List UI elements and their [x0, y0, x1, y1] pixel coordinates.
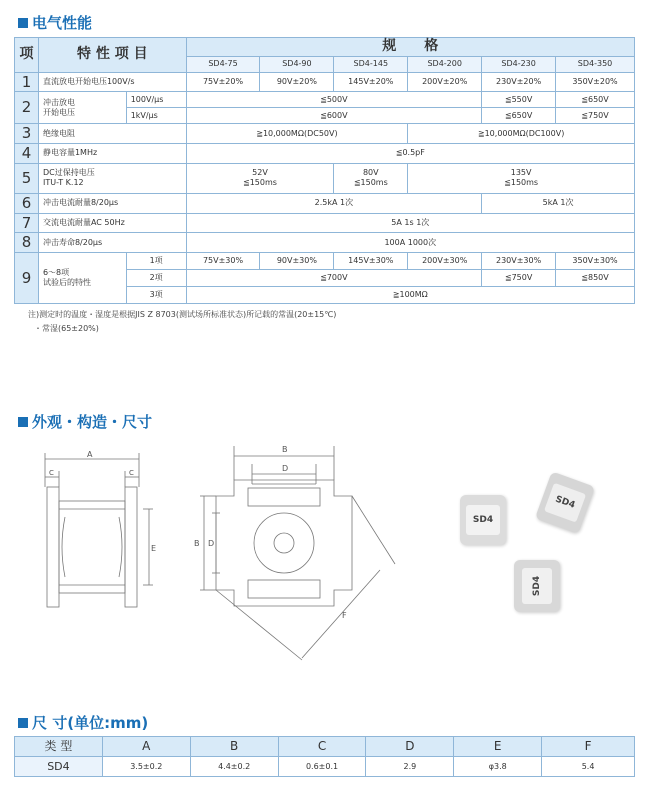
row-sublabel: 100V/μs [126, 92, 186, 108]
product-label: SD4 [472, 515, 494, 525]
cell: ≦550V [482, 92, 556, 108]
table-row [15, 124, 635, 144]
cell: 145V±30% [334, 253, 408, 270]
section-marker-icon [18, 18, 28, 28]
table-row [15, 72, 635, 92]
cell: 2.5kA 1次 [186, 193, 482, 213]
col-spec-header: 规 格 [186, 38, 634, 57]
dim-value: 2.9 [366, 757, 454, 777]
dim-header: 类 型 [15, 737, 103, 757]
table-row [15, 757, 635, 777]
cell: ≧10,000MΩ(DC100V) [408, 124, 635, 144]
dim-label-f: F [342, 611, 347, 620]
row-number: 3 [15, 124, 39, 144]
dim-label-d: D [282, 464, 289, 473]
cell: 200V±20% [408, 72, 482, 92]
product-photo-1 [460, 495, 506, 545]
dim-header: F [542, 737, 635, 757]
table-row [15, 253, 635, 270]
cell: 90V±20% [260, 72, 334, 92]
col-item-header: 项 [15, 38, 39, 73]
cell: 52V ≦150ms [186, 163, 334, 193]
cell: ≧10,000MΩ(DC50V) [186, 124, 408, 144]
cell: 350V±30% [556, 253, 635, 270]
top-view-drawing [190, 440, 410, 665]
row-label: 静电容量1MHz [38, 144, 186, 164]
row-sublabel: 2项 [126, 270, 186, 287]
dim-header: B [190, 737, 278, 757]
cell: 5A 1s 1次 [186, 213, 634, 233]
section-marker-icon [18, 417, 28, 427]
cell: ≦850V [556, 270, 635, 287]
electrical-spec-table [14, 37, 635, 304]
row-number: 5 [15, 163, 39, 193]
cell: 230V±20% [482, 72, 556, 92]
row-label: 冲击放电 开始电压 [38, 92, 126, 124]
side-view-drawing [25, 447, 175, 617]
row-number: 9 [15, 253, 39, 304]
dim-type: SD4 [15, 757, 103, 777]
cell: 5kA 1次 [482, 193, 635, 213]
model-header: SD4-200 [408, 56, 482, 72]
row-number: 6 [15, 193, 39, 213]
dim-label-b: B [282, 445, 288, 454]
section-title-appearance [18, 411, 152, 432]
model-header: SD4-230 [482, 56, 556, 72]
dimension-table [14, 736, 635, 777]
row-number: 2 [15, 92, 39, 124]
table-row [15, 193, 635, 213]
table-row [15, 92, 635, 108]
model-header: SD4-90 [260, 56, 334, 72]
cell: 145V±20% [334, 72, 408, 92]
cell: 100A 1000次 [186, 233, 634, 253]
cell: 90V±30% [260, 253, 334, 270]
dim-value: 4.4±0.2 [190, 757, 278, 777]
cell: ≦500V [186, 92, 482, 108]
cell: 230V±30% [482, 253, 556, 270]
cell: ≦700V [186, 270, 482, 287]
dim-value: 0.6±0.1 [278, 757, 366, 777]
section-marker-icon [18, 718, 28, 728]
section-title-dimensions [18, 712, 148, 733]
cell: 200V±30% [408, 253, 482, 270]
section-title-text: 尺 寸(单位:mm) [32, 714, 149, 732]
cell: ≦600V [186, 108, 482, 124]
cell: 75V±30% [186, 253, 260, 270]
section-title-text: 电气性能 [32, 14, 93, 32]
dim-header: C [278, 737, 366, 757]
note-line-1: 注)测定时的温度・湿度是根据JIS Z 8703(测试场所标准状态)所记载的常温(20±15℃) [28, 310, 337, 319]
dim-label-c: C [129, 469, 134, 477]
note-line-2: ・常湿(65±20%) [34, 324, 99, 333]
dim-label-b: B [194, 539, 200, 548]
dim-label-e: E [151, 544, 157, 553]
dim-label-c: C [49, 469, 54, 477]
section-title-electrical [18, 12, 92, 33]
table-row [15, 163, 635, 193]
row-label: 交流电流耐量AC 50Hz [38, 213, 186, 233]
row-number: 8 [15, 233, 39, 253]
model-header: SD4-75 [186, 56, 260, 72]
dim-value: 3.5±0.2 [102, 757, 190, 777]
dim-header: D [366, 737, 454, 757]
row-number: 4 [15, 144, 39, 164]
cell: ≦750V [556, 108, 635, 124]
row-label: DC过保持电压 ITU-T K.12 [38, 163, 186, 193]
cell: ≧100MΩ [186, 287, 634, 304]
product-label: SD4 [553, 494, 577, 511]
model-header: SD4-350 [556, 56, 635, 72]
table-row [15, 144, 635, 164]
dim-value: φ3.8 [454, 757, 542, 777]
dim-label-d: D [208, 539, 215, 548]
product-photo-2 [535, 471, 597, 534]
model-header: SD4-145 [334, 56, 408, 72]
product-photo-3 [514, 560, 562, 612]
dim-header: A [102, 737, 190, 757]
cell: 350V±20% [556, 72, 635, 92]
cell: ≦650V [482, 108, 556, 124]
cell: 75V±20% [186, 72, 260, 92]
row-label: 冲击电流耐量8/20μs [38, 193, 186, 213]
row-number: 1 [15, 72, 39, 92]
row-label: 冲击寿命8/20μs [38, 233, 186, 253]
row-label: 6～8项 试验后的特性 [38, 253, 126, 304]
cell: ≦0.5pF [186, 144, 634, 164]
dim-header: E [454, 737, 542, 757]
row-sublabel: 3项 [126, 287, 186, 304]
dim-label-a: A [87, 450, 93, 459]
cell: ≦750V [482, 270, 556, 287]
section-title-text: 外观・构造・尺寸 [32, 413, 153, 431]
row-number: 7 [15, 213, 39, 233]
row-sublabel: 1kV/μs [126, 108, 186, 124]
product-label: SD4 [532, 575, 542, 597]
row-sublabel: 1项 [126, 253, 186, 270]
row-label: 直流放电开始电压100V/s [38, 72, 186, 92]
cell: 135V ≦150ms [408, 163, 635, 193]
row-label: 绝缘电阻 [38, 124, 186, 144]
table-row [15, 213, 635, 233]
cell: ≦650V [556, 92, 635, 108]
cell: 80V ≦150ms [334, 163, 408, 193]
dim-value: 5.4 [542, 757, 635, 777]
col-feature-header: 特 性 项 目 [38, 38, 186, 73]
table-row [15, 233, 635, 253]
